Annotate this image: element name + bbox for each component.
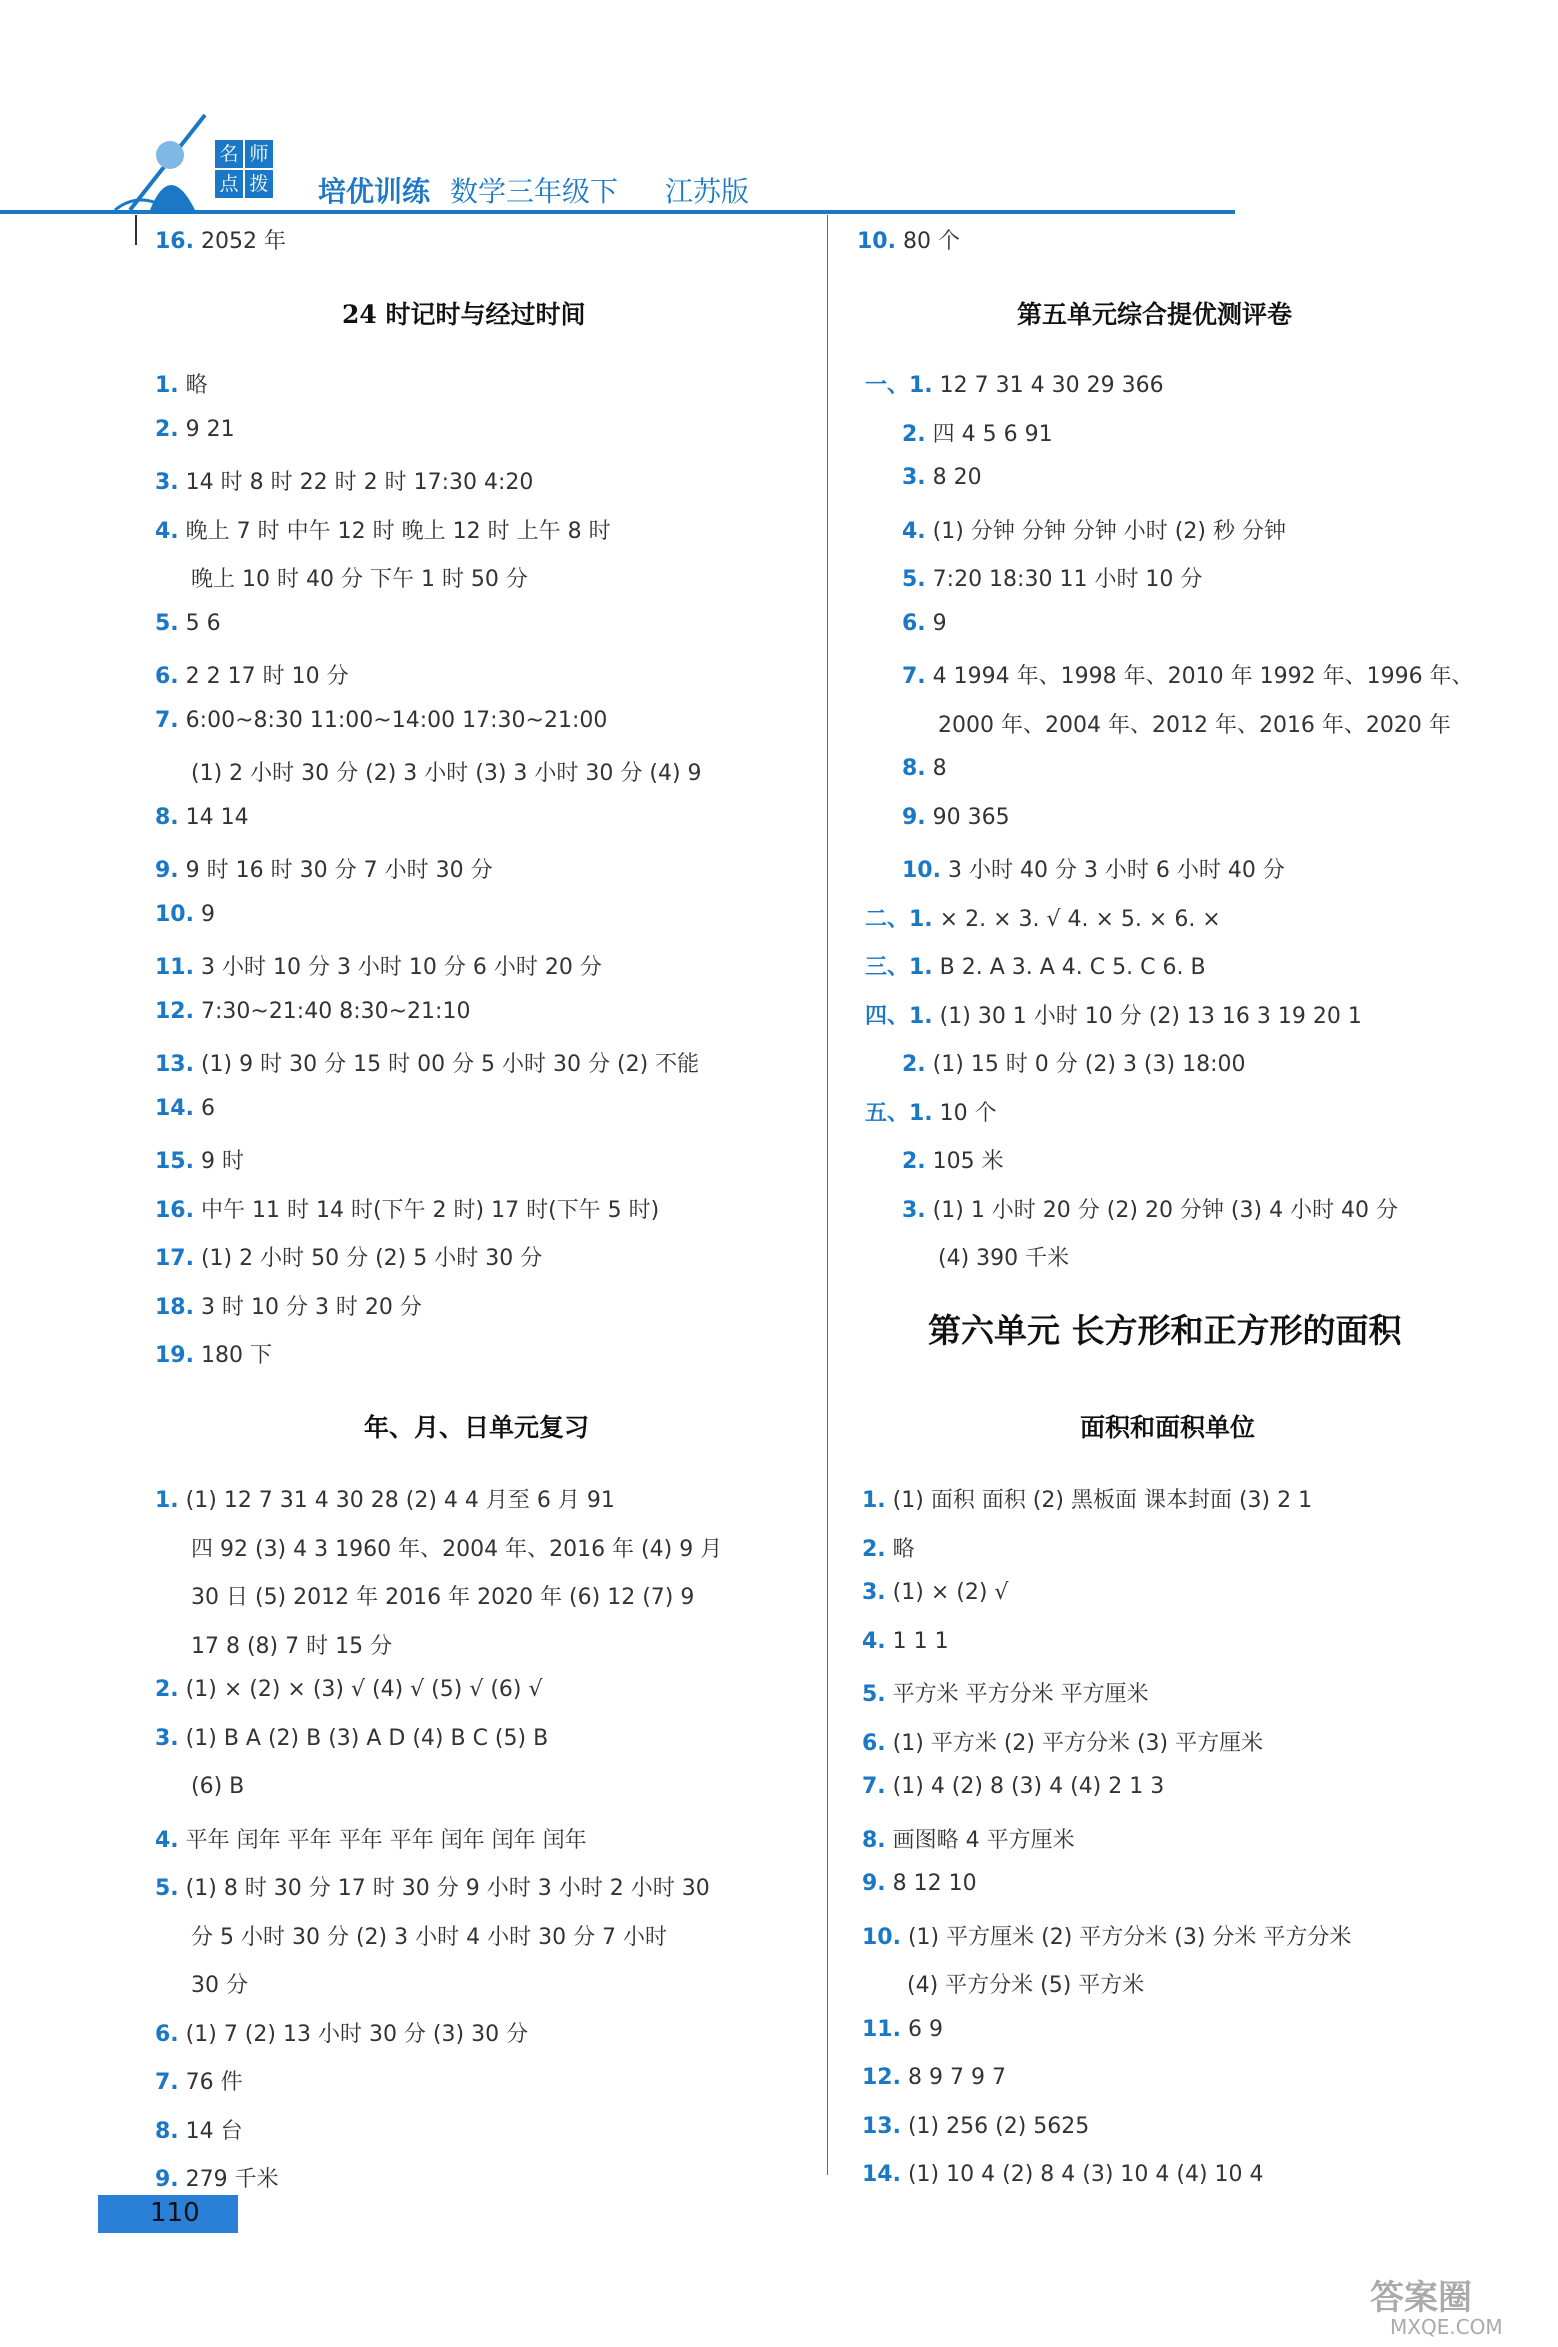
answer-number: 4.	[902, 518, 926, 544]
answer-number: 3.	[862, 1580, 886, 1605]
answer-number: 2.	[155, 416, 179, 442]
answer-row	[155, 611, 221, 636]
answer-number: 10.	[862, 1924, 901, 1950]
answer-row	[155, 514, 611, 545]
answer-number: 6.	[862, 1730, 886, 1756]
answer-row	[862, 1774, 1164, 1799]
answer-row	[155, 853, 493, 884]
answer-row	[155, 1871, 710, 1902]
answer-text: 晚上 10 时 40 分 下午 1 时 50 分	[191, 567, 528, 592]
answer-text: 2052 年	[193, 229, 286, 254]
answer-number: 二、1.	[865, 906, 933, 932]
answer-number: 7.	[155, 2070, 179, 2095]
answer-number: 四、1.	[865, 1003, 933, 1029]
answer-number: 4.	[155, 518, 179, 544]
answer-text: (1) 10 4 (2) 8 4 (3) 10 4 (4) 10 4	[900, 2162, 1264, 2187]
answer-text: (1) 面积 面积 (2) 黑板面 课本封面 (3) 2 1	[885, 1488, 1313, 1513]
answer-number: 一、1.	[865, 373, 933, 398]
answer-text: (1) 7 (2) 13 小时 30 分 (3) 30 分	[178, 2021, 529, 2047]
answer-row	[902, 853, 1285, 884]
answer-text: 180 下	[193, 1343, 272, 1368]
answer-text: 中午 11 时 14 时(下午 2 时) 17 时(下午 5 时)	[193, 1197, 660, 1223]
answer-row	[155, 1096, 215, 1121]
answer-text: 四 92 (3) 4 3 1960 年、2004 年、2016 年 (4) 9 月	[191, 1536, 723, 1562]
series-title: 培优训练	[318, 175, 431, 208]
answer-row	[155, 417, 235, 442]
answer-row	[862, 1726, 1263, 1757]
answer-text: 10 个	[932, 1100, 997, 1126]
answer-text: 9	[193, 901, 215, 927]
answer-row	[191, 1920, 667, 1951]
answer-text: 2000 年、2004 年、2012 年、2016 年、2020 年	[938, 712, 1451, 738]
answer-text: 6:00~8:30 11:00~14:00 17:30~21:00	[178, 707, 608, 733]
answer-number: 五、1.	[865, 1100, 933, 1126]
answer-row	[902, 611, 947, 636]
answer-row	[155, 368, 208, 399]
answer-text: 7:30~21:40 8:30~21:10	[193, 998, 471, 1024]
answer-text: 晚上 7 时 中午 12 时 晚上 12 时 上午 8 时	[178, 518, 611, 544]
answer-row	[902, 417, 1053, 448]
answer-text: × 2. × 3. √ 4. × 5. × 6. ×	[932, 906, 1221, 932]
answer-text: 9 时 16 时 30 分 7 小时 30 分	[178, 858, 493, 883]
answer-row	[155, 1338, 272, 1369]
header-rule	[0, 210, 1235, 214]
answer-number: 6.	[902, 610, 926, 636]
answer-row	[155, 1483, 615, 1514]
answer-text: 5 6	[178, 610, 221, 636]
answer-row	[155, 1047, 699, 1078]
answer-row	[938, 708, 1451, 739]
answer-text: 12 7 31 4 30 29 366	[932, 373, 1164, 398]
answer-row	[862, 1532, 915, 1563]
answer-text: 4 1994 年、1998 年、2010 年 1992 年、1996 年、	[925, 664, 1474, 689]
answer-text: 8 20	[925, 465, 982, 490]
answer-row	[155, 1144, 244, 1175]
answer-text: 105 米	[925, 1149, 1004, 1174]
answer-row	[155, 2114, 243, 2145]
answer-number: 5.	[902, 567, 926, 592]
answer-row	[191, 1580, 694, 1611]
answer-number: 8.	[155, 2118, 179, 2144]
answer-number: 10.	[857, 229, 896, 254]
answer-text: (6) B	[191, 1774, 245, 1799]
answer-text: 平年 闰年 平年 平年 平年 闰年 闰年 闰年	[178, 1827, 587, 1853]
section-title: 面积和面积单位	[1080, 1413, 1256, 1442]
answer-number: 16.	[155, 229, 194, 254]
answer-text: (1) 2 小时 50 分 (2) 5 小时 30 分	[193, 1246, 543, 1271]
answer-row	[155, 1193, 659, 1224]
answer-text: (1) 平方厘米 (2) 平方分米 (3) 分米 平方分米	[900, 1924, 1352, 1950]
section-title: 24 时记时与经过时间	[342, 300, 586, 329]
answer-number: 12.	[155, 998, 194, 1024]
answer-row	[155, 2065, 243, 2096]
answer-number: 1.	[862, 1488, 886, 1513]
badge-char: 点	[215, 170, 243, 198]
answer-number: 三、1.	[865, 955, 933, 980]
answer-number: 4.	[862, 1628, 886, 1654]
answer-row	[902, 756, 947, 781]
answer-number: 2.	[902, 421, 926, 447]
answer-text: (1) 2 小时 30 分 (2) 3 小时 (3) 3 小时 30 分 (4) 9	[191, 761, 702, 786]
answer-row	[902, 659, 1474, 690]
answer-number: 8.	[902, 756, 926, 781]
answer-row	[155, 805, 249, 830]
answer-text: (1) 12 7 31 4 30 28 (2) 4 4 月至 6 月 91	[178, 1488, 615, 1513]
section-title: 第六单元 长方形和正方形的面积	[928, 1311, 1402, 1350]
answer-row	[862, 1629, 949, 1654]
answer-row	[938, 1241, 1069, 1272]
answer-number: 13.	[862, 2113, 901, 2139]
answer-row	[155, 224, 286, 255]
answer-text: (1) 平方米 (2) 平方分米 (3) 平方厘米	[885, 1730, 1264, 1756]
answer-number: 10.	[155, 901, 194, 927]
answer-row	[155, 902, 215, 927]
answer-text: (1) 15 时 0 分 (2) 3 (3) 18:00	[925, 1052, 1246, 1077]
answer-number: 17.	[155, 1246, 194, 1271]
answer-text: (1) 分钟 分钟 分钟 小时 (2) 秒 分钟	[925, 518, 1286, 544]
answer-number: 2.	[902, 1052, 926, 1077]
answer-number: 11.	[862, 2016, 901, 2042]
answer-text: 76 件	[178, 2070, 243, 2095]
answer-row	[865, 1096, 997, 1127]
answer-text: 14 14	[178, 804, 249, 830]
answer-number: 8.	[862, 1827, 886, 1853]
section-title: 年、月、日单元复习	[364, 1413, 590, 1442]
book-title: 数学三年级下	[450, 175, 619, 208]
answer-row	[191, 1774, 244, 1799]
answer-row	[191, 562, 528, 593]
answer-row	[865, 368, 1164, 399]
answer-number: 2.	[862, 1536, 886, 1562]
left-margin-rule	[135, 215, 137, 245]
answer-row	[155, 1241, 542, 1272]
answer-text: 8 9 7 9 7	[900, 2065, 1006, 2090]
answer-text: (1) 256 (2) 5625	[900, 2113, 1090, 2139]
answer-text: 3 小时 40 分 3 小时 6 小时 40 分	[940, 858, 1285, 883]
answer-text: 3 时 10 分 3 时 20 分	[193, 1294, 422, 1320]
answer-text: 80 个	[895, 229, 960, 254]
answer-number: 7.	[902, 664, 926, 689]
answer-text: 30 分	[191, 1973, 248, 1998]
answer-text: (1) 8 时 30 分 17 时 30 分 9 小时 3 小时 2 小时 30	[178, 1876, 710, 1901]
answer-row	[902, 1144, 1004, 1175]
answer-number: 9.	[862, 1871, 886, 1896]
answer-row	[191, 1532, 722, 1563]
answer-row	[862, 1920, 1351, 1951]
answer-text: 6 9	[900, 2016, 943, 2042]
answer-row	[155, 1726, 548, 1751]
answer-number: 11.	[155, 955, 194, 980]
answer-row	[191, 756, 702, 787]
answer-text: 14 台	[178, 2118, 243, 2144]
answer-number: 6.	[155, 664, 179, 689]
answer-number: 1.	[155, 373, 179, 398]
answer-row	[155, 465, 533, 496]
answer-text: 画图略 4 平方厘米	[885, 1827, 1075, 1853]
answer-row	[865, 902, 1221, 933]
answer-number: 9.	[155, 858, 179, 883]
badge-char: 师	[245, 140, 273, 168]
answer-number: 2.	[155, 1677, 179, 1702]
answer-text: 9 21	[178, 416, 235, 442]
answer-row	[902, 1047, 1246, 1078]
answer-row	[862, 2162, 1264, 2187]
answer-row	[862, 1483, 1312, 1514]
answer-number: 9.	[902, 804, 926, 830]
section-title: 第五单元综合提优测评卷	[1017, 300, 1293, 329]
answer-row	[155, 659, 349, 690]
answer-text: 6	[193, 1095, 215, 1121]
page-header	[0, 95, 1558, 225]
answer-row	[902, 514, 1286, 545]
answer-row	[902, 805, 1010, 830]
answer-number: 13.	[155, 1052, 194, 1077]
answer-number: 5.	[155, 1876, 179, 1901]
column-divider	[827, 215, 828, 2175]
answer-number: 8.	[155, 804, 179, 830]
answer-row	[862, 1871, 977, 1896]
answer-number: 18.	[155, 1294, 194, 1320]
answer-text: 略	[178, 373, 208, 398]
answer-text: (1) × (2) √	[885, 1580, 1009, 1605]
answer-text: 分 5 小时 30 分 (2) 3 小时 4 小时 30 分 7 小时	[191, 1924, 668, 1950]
answer-text: 279 千米	[178, 2167, 279, 2192]
answer-text: 9 时	[193, 1149, 244, 1174]
answer-row	[155, 950, 602, 981]
answer-text: 四 4 5 6 91	[925, 421, 1053, 447]
answer-text: (1) 1 小时 20 分 (2) 20 分钟 (3) 4 小时 40 分	[925, 1197, 1399, 1223]
answer-text: 2 2 17 时 10 分	[178, 664, 349, 689]
watermark-url: MXQE.COM	[1390, 2315, 1503, 2339]
answer-row	[862, 1677, 1149, 1708]
answer-number: 5.	[155, 610, 179, 636]
answer-row	[155, 1823, 587, 1854]
answer-row	[155, 2017, 528, 2048]
answer-number: 9.	[155, 2167, 179, 2192]
answer-row	[191, 1968, 248, 1999]
answer-text: B 2. A 3. A 4. C 5. C 6. B	[932, 955, 1206, 980]
answer-number: 3.	[155, 1725, 179, 1751]
answer-row	[902, 562, 1202, 593]
answer-number: 15.	[155, 1149, 194, 1174]
answer-number: 19.	[155, 1343, 194, 1368]
answer-row	[862, 2065, 1006, 2090]
answer-text: 8	[925, 756, 947, 781]
answer-text: (1) 30 1 小时 10 分 (2) 13 16 3 19 20 1	[932, 1003, 1362, 1029]
answer-row	[191, 1629, 392, 1660]
answer-text: 8 12 10	[885, 1871, 977, 1896]
answer-number: 1.	[155, 1488, 179, 1513]
answer-text: 7:20 18:30 11 小时 10 分	[925, 567, 1203, 592]
answer-row	[902, 1193, 1398, 1224]
answer-row	[907, 1968, 1144, 1999]
answer-text: 14 时 8 时 22 时 2 时 17:30 4:20	[178, 470, 534, 495]
watermark-logo: 答案圈	[1370, 2278, 1472, 2318]
page-number: 110	[150, 2198, 200, 2228]
answer-row	[865, 999, 1362, 1030]
answer-number: 2.	[902, 1149, 926, 1174]
answer-number: 12.	[862, 2065, 901, 2090]
answer-number: 7.	[862, 1774, 886, 1799]
answer-text: 略	[885, 1536, 915, 1562]
answer-number: 3.	[902, 1197, 926, 1223]
answer-row	[155, 1290, 422, 1321]
badge-char: 名	[215, 140, 243, 168]
answer-number: 10.	[902, 858, 941, 883]
answer-text: 90 365	[925, 804, 1010, 830]
answer-row	[155, 2162, 279, 2193]
answer-row	[902, 465, 982, 490]
answer-text: (1) × (2) × (3) √ (4) √ (5) √ (6) √	[178, 1677, 543, 1702]
answer-text: 1 1 1	[885, 1628, 949, 1654]
answer-text: (1) 4 (2) 8 (3) 4 (4) 2 1 3	[885, 1774, 1165, 1799]
answer-number: 7.	[155, 707, 179, 733]
answer-text: (1) 9 时 30 分 15 时 00 分 5 小时 30 分 (2) 不能	[193, 1052, 700, 1077]
answer-text: (4) 平方分米 (5) 平方米	[907, 1973, 1145, 1998]
answer-number: 6.	[155, 2021, 179, 2047]
answer-row	[862, 1823, 1075, 1854]
answer-text: 17 8 (8) 7 时 15 分	[191, 1633, 393, 1659]
answer-number: 5.	[862, 1682, 886, 1707]
answer-text: 平方米 平方分米 平方厘米	[885, 1682, 1149, 1707]
answer-number: 14.	[155, 1095, 194, 1121]
answer-text: (4) 390 千米	[938, 1246, 1070, 1271]
fisherman-logo-icon	[110, 100, 230, 220]
answer-row	[857, 224, 960, 255]
answer-text: 9	[925, 610, 947, 636]
answer-number: 14.	[862, 2162, 901, 2187]
edition-label: 江苏版	[665, 175, 750, 208]
answer-number: 3.	[155, 470, 179, 495]
answer-row	[865, 950, 1206, 981]
answer-number: 4.	[155, 1827, 179, 1853]
answer-text: 30 日 (5) 2012 年 2016 年 2020 年 (6) 12 (7) 9	[191, 1585, 695, 1610]
answer-text: 3 小时 10 分 3 小时 10 分 6 小时 20 分	[193, 955, 602, 980]
master-tips-badge	[215, 140, 275, 200]
answer-row	[862, 2114, 1089, 2139]
answer-row	[862, 2017, 943, 2042]
answer-row	[155, 708, 607, 733]
badge-char: 拨	[245, 170, 273, 198]
answer-text: (1) B A (2) B (3) A D (4) B C (5) B	[178, 1725, 549, 1751]
answer-number: 3.	[902, 465, 926, 490]
answer-row	[155, 1677, 543, 1702]
answer-row	[862, 1580, 1008, 1605]
answer-number: 16.	[155, 1197, 194, 1223]
answer-row	[155, 999, 470, 1024]
